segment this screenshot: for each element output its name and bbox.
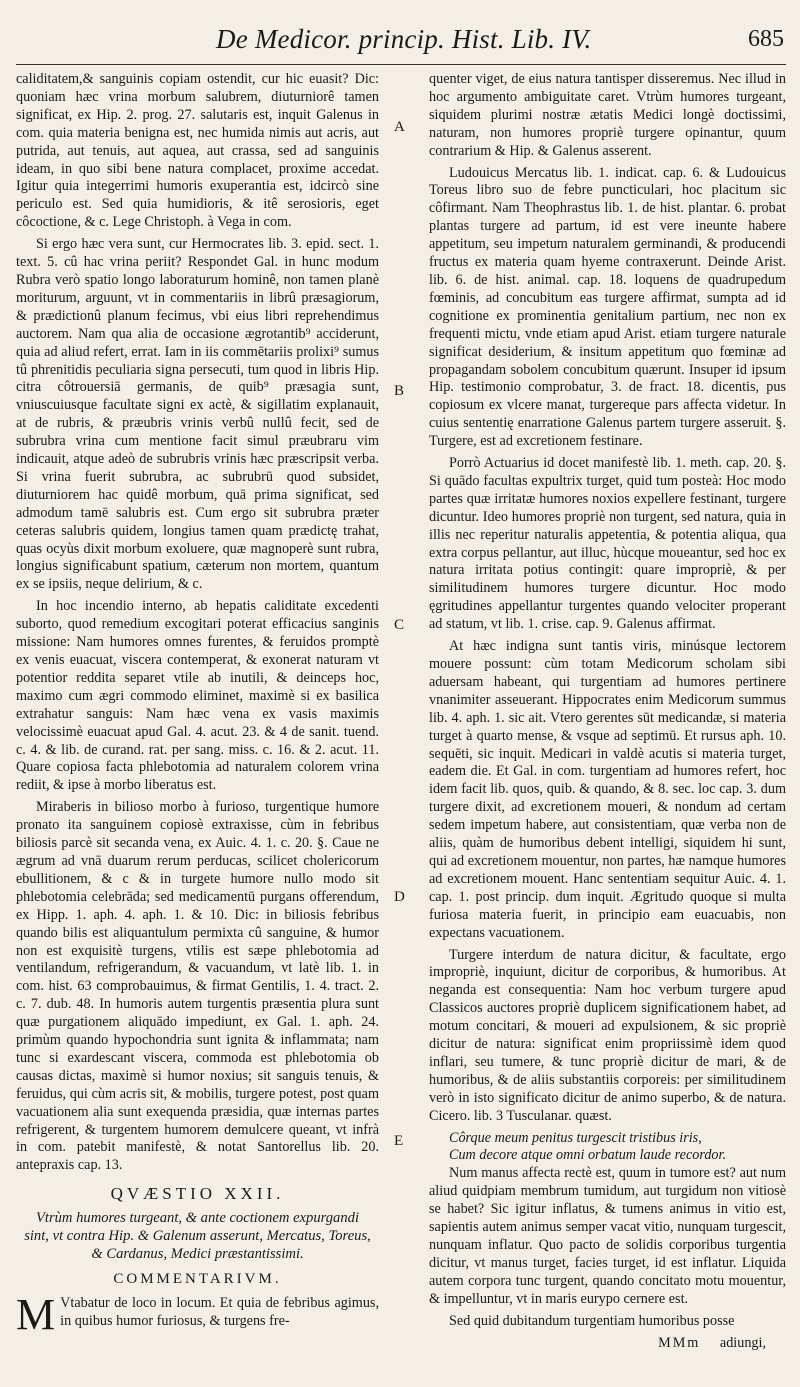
running-title: De Medicor. princip. Hist. Lib. IV. <box>216 24 592 54</box>
paragraph: Si ergo hæc vera sunt, cur Hermocrates lib. 3. epid. sect. 1. text. 5. cû hac vrina periit? Respondet Gal. in hunc modum Rubra verò spatio longo laboraturum hominê, non tamen planè moriturum, arguunt, vt in commentariis in librû præsagiorum, & prædictionû planum fecimus, vbi eius libri reprehendimus auctorem. Nam qua alia de occasione ægrotantib⁹ acciderunt, quia ad aliud refert, errat. Iam in iis commētariis prolixi⁹ sumus tû phrenitidis peculiaria signa persecuti, tum quod in libris Hip. citra côtrouersiā germanis, de quib⁹ præsagia sunt, vniuscuiusque facultate signi ex actè, & sigillatim explanauit, at de rubris, & præubris vrinis verbû nullû fecit, sed de subrubra vrina cum mentione facit simul præubraru vim indicauit, atque adeò de subrubris vrinis hæc præscripsit verba. Si vrina fuerit subrubra, ac subrubrū quod subsidet, diuturniorem hac quidê morbum, quā prima significat, sed admodum tamē salubris est. Cum ergo sit subrubra præter ceteras salubris quidem, longius tamen quam prædictę trahat, quas ocyùs dixit morbum exoluere, quæ magnoperè sunt rubra, longius significabunt spatium, cæterum non mortem, quantum ex se ipsiis, neque delirium, & c. <box>16 236 379 593</box>
paragraph: At hæc indigna sunt tantis viris, minúsque lectorem mouere possunt: cùm totam Medicorum scholam sibi aduersam habeant, qui turgentiam ad humores pertinere vnanimiter asseuerant. Hippocrates enim Medicorum summus lib. 4. aph. 1. sic ait. Vtero gerentes sūt medicandæ, si materia turget à quarto mense, & vsque ad septimū. Et rursus aph. 10. sequēti, sic inquit. Medicari in valdè acutis si materia turget, eadem die. Et Gal. in com. turgentiam ad humores refert, hoc idem facit lib. quos, quib. & quando, & 8. sec. loc cap. 3. dum turgere dixit, ad excretionem moueri, & nondum ad certam sedem impetum habere, aut consistentiam, quæ verba non de aliis, quàm de humoribus debent intelligi, siquidem hi sunt, qui ad excretionem mouentur, non partes, hæ namque humores ad excretionem mouent. Hanc sententiam sequitur Auic. 4. 1. cap. 1. post princip. dum inquit. Ægritudo quoque si multa furiosa materia fuerit, in principio eam euacuabis, non expectans vacuationem. <box>429 638 786 941</box>
page-header <box>16 22 786 65</box>
left-column <box>16 71 391 1371</box>
verse-line: Côrque meum penitus turgescit tristibus iris, <box>449 1129 702 1146</box>
text-columns <box>16 71 786 1371</box>
drop-cap: M <box>16 1290 56 1340</box>
signature-mark <box>429 1335 786 1353</box>
paragraph: Turgere interdum de natura dicitur, & facultate, ergo impropriè, inquiunt, dicitur de corporibus, & humoribus. At neganda est consequentia: Nam hoc verbum turgere apud Classicos auctores propriè duplicem significationem habet, ad motum concitari, & moueri ad expulsionem, & sic propriè dicitur de natura: significat enim propriissimè idem quod inflari, seu tumere, & tunc propriè dicitur de mari, & de humoribus, & de aliis substantiis corporeis: per similitudinem verò in isto significato dicitur de animo superbo, & de natura. Cicero. lib. 3 Tusculanar. quæst. <box>429 946 786 1124</box>
paragraph: caliditatem,& sanguinis copiam ostendit, cur hic euasit? Dic: quoniam hæc vrina morbum salubrem, diuturniorê tamen significat, ex Hip. 2. prog. 27. salutaris est, inquit Galenus in com. quia materia benigna est, nec humida nimis aut acris, aut putrida, aut tenuis, aut aquea, aut crassa, sed ad sanguinis ideam, in quo sibi bene natura complacet, proxime accedat. Igitur quia integerrimi humoris exuperantia est, idcircò sine periculo est. Sed quia humidioris, & itê serosioris, eget côcoctione, & c. Lege Christoph. à Vega in com. <box>16 71 379 231</box>
paragraph: Porrò Actuarius id docet manifestè lib. 1. meth. cap. 20. §. Si quādo facultas expultrix turget, quid tum posteà: Hoc modo partes quæ irritatæ humores noxios expellere festinant, turgere dicuntur. Ideo humores propriè non turgent, sed natura, quia in illis nec reperitur naturalis appetentia, & potentia aliqua, qua extra corpus pellantur, aut illuc, hùcque moueantur, sed hoc ex natura irritata potius contingit: quare impropriè, & per similitudinem humores turgere dicuntur. Hoc modo ęgritudines appellantur turgentes quando velociter properant ad statum, vt lib. 1. crise. cap. 9. Galenus affirmat. <box>429 455 786 633</box>
question-text: Vtrùm humores turgeant, & ante coctionem expurgandi sint, vt contra Hip. & Galenum asserunt, Mercatus, Toreus, & Cardanus, Medici præstantissimi. <box>24 1210 371 1263</box>
margin-marker-d: D <box>394 889 405 905</box>
margin-marker-e: E <box>394 1133 404 1149</box>
paragraph-text: Vtabatur de loco in locum. Et quia de febribus agimus, in quibus humor furiosus, & turgens fre- <box>60 1295 379 1329</box>
question-title: QVÆSTIO XXII. <box>110 1184 285 1204</box>
paragraph: quenter viget, de eius natura tantisper disseremus. Nec illud in hoc argumento ambiguitate caret. Vtrùm humores turgeant, siquidem plurimi nostræ ætatis Medici longè doctissimi, naturam, non humores propriè turgere opinantur, quum contrarium & Hip. & Galenus asserent. <box>429 71 786 159</box>
paragraph: Ludouicus Mercatus lib. 1. indicat. cap. 6. & Ludouicus Toreus libro suo de febre puncticulari, hoc placitum sic côfirmant. Nam Theophrastus lib. 1. de hist. plantar. 6. probat plantas turgere ad partum, id est vere ineunte habere appetitum, seu impetum naturalem germinandi, & producendi fructus ex materia quam hyeme contraxerunt. Deinde Arist. lib. 6. de hist. animal. cap. 18. loquens de quadrupedum fœminis, ad concubitum eas turgere affirmat, sumpta ad id cognitione ex prominentia genitalium partium, nec non ex frequenti mictu, vnde etiam apud Arist. etiam turgere naturale significat desiderium, & insitum appetitum quo fœminæ ad propagandam sobolem concubitum quærunt. Insuper id ipsum Hip. testimonio comprobatur, 3. de fract. 18. dicentis, pus copiosum ex vlcere manat, turgereque pars affecta videtur. In cuius sententię enarratione Galenus partem turgere asseruit. §. Turgere, est ad excretionem festinare. <box>429 164 786 450</box>
right-column <box>411 71 786 1371</box>
verse-line: Cum decore atque omni orbatum laude recordor. <box>449 1147 727 1164</box>
paragraph <box>16 1290 379 1340</box>
paragraph: Miraberis in bilioso morbo à furioso, turgentique humore pronato ita sanguinem copiosè extraxisse, cùm in febribus biliosis parcè sit secanda vena, ex Auic. 4. 1. c. 20. §. Caue ne ægrum ad vnā duarum rerum perducas, scilicet cholericorum ebullitionem, & c & in turgete humore nullo modo sit phlebotomia celebrāda; sed medicamentū purgans offerendum, ex Hipp. 1. aph. 4. aph. 1. & 10. Dic: in biliosis febribus quando bilis est aliquantulum permixta cû sanguine, & humor non est exquisitè turgens, vtilis est sæpe phlebotomia ad ventilandum, refrigerandum, & vacuandum, vt latè lib. 1. in com. hist. 63 comprobauimus, & firmat Gentilis, 1. 4. tract. 2. c. 7. dub. 48. In humoris autem turgentis præsentia plura sunt quæ purgationem aliquādo impediunt, ex Gal. 1. aph. 24. primùm quando hypochondria sunt ignita & inflammata; nam tunc si exardescant viscera, commoda est phlebotomia ob causas dictas, maximè si humor noxius; sit sanguis tenuis, & feruidus, qui cùm acris sit, & mobilis, turgere potest, post quam vacuationem alia sunt exequenda præsidia, quæ internas partes refrigerent, & turgentem humorem demulcere queant, vt infrà in com. patebit manifestè, & notat Santorellus lib. 20. antepraxis cap. 13. <box>16 799 379 1174</box>
signature: MMm <box>658 1334 701 1351</box>
paragraph: In hoc incendio interno, ab hepatis caliditate excedenti suborto, quod remedium excogitari poterat efficacius sanginis missione: Nam humores omnes furentes, & feruidos promptè ex venis euacuat, viscera contemperat, & exonerat naturam vt potentior reddita separet vtile ab inutili, & deinceps hoc, maximo cum ægri commodo eliminet, maximè si ex basilica extrahatur sanguis: Nam hæc vena ex vasis maximis velocissimè euacuat apud Gal. 4. acut. 23. & 4 de sanit. tuend. c. 4. & lib. de curand. rat. per sang. miss. c. 16. & 2. acut. 11. Quare copiosa facta phlebotomia ad naturalem colorem vrina rediit, & ipse à morbo liberatus est. <box>16 598 379 794</box>
margin-marker-a: A <box>394 119 405 135</box>
page-number: 685 <box>748 26 784 52</box>
commentarium-heading: COMMENTARIVM. <box>113 1271 282 1288</box>
paragraph: Num manus affecta rectè est, quum in tumore est? aut num aliud quidpiam membrum tumidum, aut turgidum non vitiosè se habet? Sic igitur inflatus, & tumens animus in vitio est, sapientis autem animus semper vacat vitio, nunquam turgescit, nunquam inflatur. Quo pacto de solidis corporibus turgentia dicitur, vt manus turget, facies turget, id est inflatur. Liquida autem corpora tunc turgent, quando concitato motu mouentur, & impelluntur, vt in maris eurypo cernere est. <box>429 1165 786 1307</box>
margin-gutter <box>391 71 411 1371</box>
margin-marker-b: B <box>394 383 405 399</box>
margin-marker-c: C <box>394 617 405 633</box>
paragraph: Sed quid dubitandum turgentiam humoribus posse <box>449 1312 735 1329</box>
catchword: adiungi, <box>719 1334 766 1351</box>
